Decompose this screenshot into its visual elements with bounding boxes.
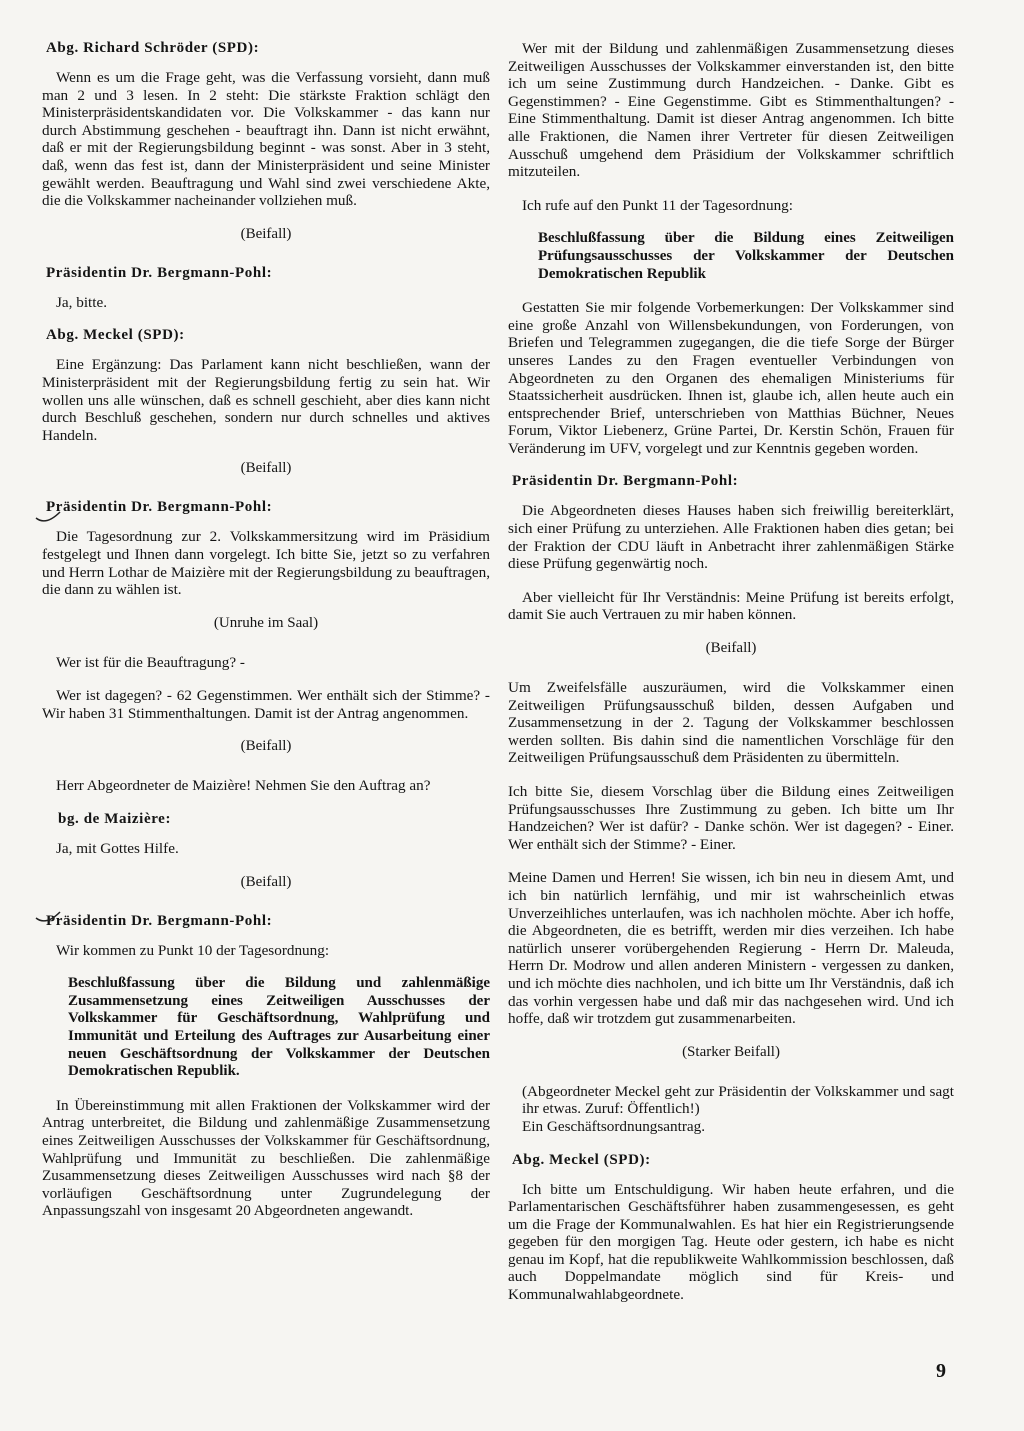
agenda-motion-title: Beschlußfassung über die Bildung und zahlenmäßige Zusammensetzung eines Zeitweiligen Ausschusses der Volkskammer für Geschäftsordnung, Wahlprüfung und Immunität und Erteilung des Auftrages zur Ausarbeitung einer neuen Geschäftsordnung der Volkskammer der Deutschen Demokratischen Republik. <box>68 975 490 1080</box>
speech-paragraph: Ja, mit Gottes Hilfe. <box>56 840 179 858</box>
speaker-heading: Präsidentin Dr. Bergmann-Pohl: <box>512 473 739 490</box>
speech-paragraph: Ich bitte Sie, diesem Vorschlag über die Bildung eines Zeitweiligen Prüfungsausschusses Ihre Zustimmung zu geben. Ich bitte um Ihr Handzeichen? Wer ist dafür? - Danke schön. Wer ist dagegen? - Einer. Wer enthält sich der Stimme? - Einer. <box>508 783 954 853</box>
speech-paragraph: Ich bitte um Entschuldigung. Wir haben heute erfahren, und die Parlamentarischen Geschäftsführer haben zusammengesessen, es geht um die Frage der Kommunalwahlen. Es hat hier ein Registrierungsende gegeben für den morgigen Tag. Heute oder gestern, ich habe es nicht genau im Kopf, hat die republikweite Wahlkommission beschlossen, daß auch Doppelmandate möglich sind für Kreis- und Kommunalwahlabgeordnete. <box>508 1180 954 1304</box>
speaker-heading: Präsidentin Dr. Bergmann-Pohl: <box>46 264 273 281</box>
speech-paragraph: Gestatten Sie mir folgende Vorbemerkungen: Der Volkskammer sind eine große Anzahl von Willensbekundungen, von Forderungen, von Briefen und Telegrammen zugegangen, die die tiefe Sorge der Bürger unseres Landes zu den Fragen eventueller Verbindungen von Abgeordneten zu den Organen des ehemaligen Ministeriums für Staatssicherheit ausdrücken. Ihnen ist, glaube ich, allen heute auch ein entsprechender Brief, unterschrieben von Matthias Büchner, Neues Forum, Viktor Liebenerz, Grüne Partei, Dr. Kerstin Schön, Frauen für Veränderung im UFV, vorgelegt und zur Kenntnis gegeben worden. <box>508 299 954 457</box>
speech-paragraph: Die Tagesordnung zur 2. Volkskammersitzung wird im Präsidium festgelegt und Ihnen dann vorgelegt. Ich bitte Sie, jetzt so zu verfahren und Herrn Lothar de Maizière mit der Regierungsbildung zu beauftragen, die dann zu wählen ist. <box>42 528 490 599</box>
reaction-note: (Beifall) <box>705 640 757 657</box>
speech-paragraph: Um Zweifelsfälle auszuräumen, wird die Volkskammer einen Zeitweiligen Prüfungsausschuß bilden, dessen Aufgaben und Zusammensetzung in der 2. Tagung der Volkskammer beschlossen werden sollten. Bis dahin sind die namentlichen Vorschläge für den Zeitweiligen Prüfungsausschuß dem Präsidenten zu übermitteln. <box>508 679 954 767</box>
reaction-note: (Beifall) <box>240 738 292 755</box>
margin-scan-mark <box>34 508 64 526</box>
agenda-motion-title: Beschlußfassung über die Bildung eines Zeitweiligen Prüfungsausschusses der Volkskammer der Deutschen Demokratischen Republik <box>538 230 954 282</box>
speech-paragraph: Aber vielleicht für Ihr Verständnis: Meine Prüfung ist bereits erfolgt, damit Sie auch Vertrauen zu mir haben können. <box>508 588 954 624</box>
speech-paragraph: Eine Ergänzung: Das Parlament kann nicht beschließen, wann der Ministerpräsident mit der Regierungsbildung fertig zu sein hat. Wir wollen uns alle wünschen, daß es schnell geschieht, aber dies kann nicht durch Beschluß geschehen, sondern nur durch schnelles und aktives Handeln. <box>42 356 490 444</box>
margin-scan-mark <box>34 908 64 926</box>
speech-paragraph: In Übereinstimmung mit allen Fraktionen der Volkskammer wird der Antrag unterbreitet, die Bildung und zahlenmäßige Zusammensetzung eines Zeitweiligen Ausschusses der Volkskammer für Geschäftsordnung, Wahlprüfung und Immunität zu beschließen. Die zahlenmäßige Zusammensetzung dieses Zeitweiligen Ausschusses wird nach §8 der vorläufigen Geschäftsordnung unter Zugrundelegung der Anpassungszahl von insgesamt 20 Abgeordneten angewandt. <box>42 1096 490 1220</box>
stage-direction: (Abgeordneter Meckel geht zur Präsidentin der Volkskammer und sagt ihr etwas. Zuruf: Öffentlich!) <box>522 1082 954 1118</box>
speech-paragraph: Herr Abgeordneter de Maizière! Nehmen Sie den Auftrag an? <box>56 777 431 795</box>
page-number: 9 <box>936 1360 946 1382</box>
speech-paragraph: Ich rufe auf den Punkt 11 der Tagesordnung: <box>522 196 793 214</box>
left-column <box>42 40 490 1236</box>
speech-paragraph: Wer ist für die Beauftragung? - <box>56 653 245 671</box>
speech-paragraph: Ja, bitte. <box>56 293 108 311</box>
reaction-note: (Starker Beifall) <box>682 1043 780 1060</box>
speech-paragraph: Wenn es um die Frage geht, was die Verfassung vorsieht, dann muß man 2 und 3 lesen. In 2 steht: Die stärkste Fraktion schlägt den Ministerpräsidentskandidaten vor. Die Volkskammer - das kann nur durch Abstimmung geschehen - beauftragt ihn. Dann ist nicht erwähnt, daß er mit der Regierungsbildung beginnt - was sonst. Aber in 3 steht, daß, wenn das fest ist, dann der Ministerpräsident und seine Minister gewählt werden. Beauftragung und Wahl sind zwei verschiedene Akte, die die Volkskammer nacheinander vollziehen muß. <box>42 69 490 210</box>
reaction-note: (Beifall) <box>240 225 292 242</box>
reaction-note: (Unruhe im Saal) <box>213 614 319 631</box>
speaker-heading: bg. de Maizière: <box>58 811 172 828</box>
speech-paragraph: Wer mit der Bildung und zahlenmäßigen Zusammensetzung dieses Zeitweiligen Ausschusses der Volkskammer einverstanden ist, den bitte ich um seine Zustimmung durch Handzeichen. - Danke. Gibt es Gegenstimmen? - Eine Gegenstimme. Gibt es Stimmenthaltungen? - Eine Stimmenthaltung. Damit ist dieser Antrag angenommen. Ich bitte alle Fraktionen, die Namen ihrer Vertreter für diesen Zeitweiligen Ausschuß umgehend dem Präsidium der Volkskammer schriftlich mitzuteilen. <box>508 40 954 181</box>
speaker-heading: Abg. Richard Schröder (SPD): <box>46 40 260 56</box>
speaker-heading: Präsidentin Dr. Bergmann-Pohl: <box>46 912 273 929</box>
speaker-heading: Abg. Meckel (SPD): <box>512 1151 651 1168</box>
speech-paragraph: Ein Geschäftsordnungsantrag. <box>522 1117 706 1135</box>
speaker-heading: Abg. Meckel (SPD): <box>46 327 185 344</box>
reaction-note: (Beifall) <box>240 460 292 477</box>
reaction-note: (Beifall) <box>240 873 292 890</box>
speech-paragraph: Die Abgeordneten dieses Hauses haben sich freiwillig bereiterklärt, sich einer Prüfung zu unterziehen. Alle Fraktionen haben dies getan; bei der Fraktion der CDU läuft in Anbetracht ihrer zahlenmäßigen Stärke diese Prüfung gegenwärtig noch. <box>508 502 954 573</box>
right-column <box>508 40 954 1320</box>
speech-paragraph: Wir kommen zu Punkt 10 der Tagesordnung: <box>56 941 330 959</box>
speech-paragraph: Meine Damen und Herren! Sie wissen, ich bin neu in diesem Amt, und ich bin natürlich lernfähig, und mir ist wahrscheinlich etwas Unverzeihliches unterlaufen, was ich nachholen möchte. Aber ich hoffe, die Abgeordneten, die es betrifft, werden mir dies verzeihen. Ich habe natürlich unserer vorübergehenden Regierung - Herrn Dr. Maleuda, Herrn Dr. Modrow und allen anderen Ministern - vergessen zu danken, und ich möchte dies nachholen, und ich bitte um Ihr Verständnis, daß ich das vorhin vergessen habe und daß mir das nachgesehen wird. Und ich hoffe, daß wir trotzdem gut zusammenarbeiten. <box>508 869 954 1028</box>
speaker-heading: Präsidentin Dr. Bergmann-Pohl: <box>46 499 273 516</box>
speech-paragraph: Wer ist dagegen? - 62 Gegenstimmen. Wer enthält sich der Stimme? - Wir haben 31 Stimmenthaltungen. Damit ist der Antrag angenommen. <box>42 687 490 722</box>
